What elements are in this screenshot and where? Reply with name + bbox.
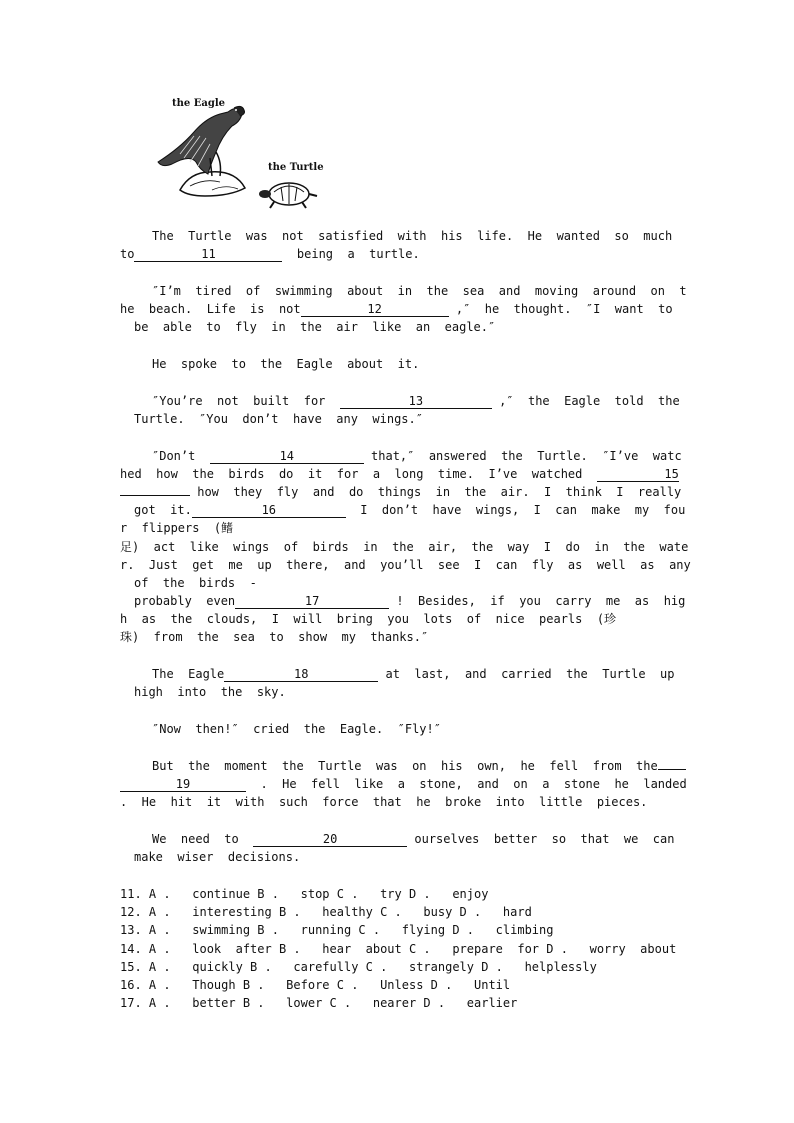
story-line: ″You’re not built for 13 ,″ the Eagle told the [152,394,680,408]
blank-17[interactable]: 17 [235,594,389,609]
story-line: ″Don’t 14 that,″ answered the Turtle. ″I’ve watc [152,449,682,463]
story-line: to 11 being a turtle. [120,247,420,261]
story-line: he beach. Life is not 12 ,″ he thought. ″I want to [120,302,673,316]
option-row-17: 17. A . better B . lower C . nearer D . earlier [120,996,518,1010]
story-line: hed how the birds do it for a long time. I’ve watched 15 [120,467,679,481]
story-line: The Turtle was not satisfied with his life. He wanted so much [152,229,673,243]
blank-19[interactable]: 19 [120,777,246,792]
blank-18[interactable]: 18 [224,667,378,682]
turtle-icon [254,172,324,212]
blank-13[interactable]: 13 [340,394,492,409]
option-row-16: 16. A . Though B . Before C . Unless D . Until [120,978,511,992]
story-line: probably even 17 ! Besides, if you carry me as hig [134,594,686,608]
eagle-turtle-illustration [150,92,325,210]
story-line: We need to 20 ourselves better so that we can [152,832,675,846]
option-row-14: 14. A . look after B . hear about C . prepare for D . worry about [120,942,677,956]
story-line: r flippers (鳍 [120,521,234,535]
story-line: 足) act like wings of birds in the air, the way I do in the wate [120,540,689,554]
blank-16[interactable]: 16 [192,503,346,518]
story-line: ″I’m tired of swimming about in the sea and moving around on t [152,284,687,298]
story-line: . He hit it with such force that he broke into little pieces. [120,795,648,809]
story-line: He spoke to the Eagle about it. [152,357,420,371]
story-line: be able to fly in the air like an eagle.″ [134,320,496,334]
story-line: ″Now then!″ cried the Eagle. ″Fly!″ [152,722,441,736]
story-line: But the moment the Turtle was on his own, he fell from the [152,758,686,774]
story-line: 19 . He fell like a stone, and on a stone he landed [120,776,687,792]
blank-15[interactable]: 15 [597,467,679,482]
story-line: high into the sky. [134,685,286,699]
option-row-15: 15. A . quickly B . carefully C . strangely D . helplessly [120,960,597,974]
story-line: 珠) from the sea to show my thanks.″ [120,630,429,644]
blank-15-continued [120,495,190,496]
story-line: of the birds - [134,576,257,590]
story-line: how they fly and do things in the air. I think I really [120,484,681,500]
story-line: r. Just get me up there, and you’ll see I can fly as well as any [120,558,691,572]
blank-12[interactable]: 12 [301,302,449,317]
story-line: got it. 16 I don’t have wings, I can make my fou [134,503,686,517]
story-line: Turtle. ″You don’t have any wings.″ [134,412,423,426]
option-row-11: 11. A . continue B . stop C . try D . enjoy [120,887,489,901]
option-row-12: 12. A . interesting B . healthy C . busy D . hard [120,905,532,919]
story-line: The Eagle 18 at last, and carried the Turtle up [152,667,675,681]
story-line: make wiser decisions. [134,850,301,864]
blank-14[interactable]: 14 [210,449,364,464]
turtle-label: the Turtle [268,162,324,173]
option-row-13: 13. A . swimming B . running C . flying D . climbing [120,923,554,937]
blank-11[interactable]: 11 [134,247,282,262]
eagle-label: the Eagle [172,98,225,109]
blank-20[interactable]: 20 [253,832,407,847]
story-line: h as the clouds, I will bring you lots of nice pearls (珍 [120,612,617,626]
blank-19-start [658,769,686,770]
